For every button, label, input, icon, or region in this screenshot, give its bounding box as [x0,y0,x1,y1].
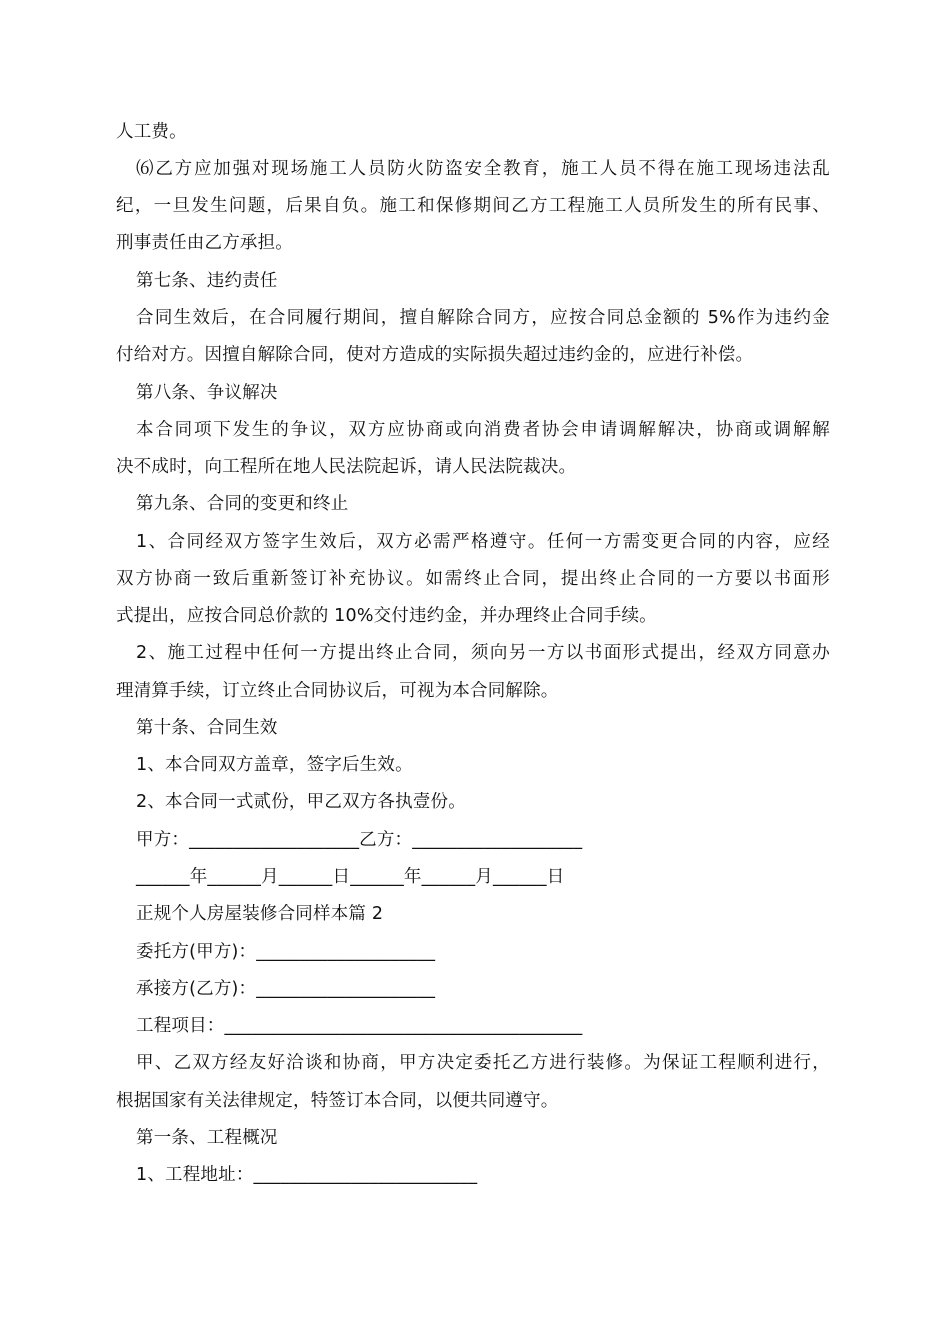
paragraph-line: 1、本合同双方盖章，签字后生效。 [136,755,413,775]
signature-line: 甲方：___________________乙方：___________________ [136,830,583,850]
section-heading: 第九条、合同的变更和终止 [136,494,349,514]
address-field-line: 1、工程地址：_________________________ [136,1165,478,1185]
paragraph-line: 式提出，应按合同总价款的 10%交付违约金，并办理终止合同手续。 [116,606,657,626]
paragraph-line: 付给对方。因擅自解除合同，使对方造成的实际损失超过违约金的，应进行补偿。 [116,345,754,365]
paragraph-line: 甲、乙双方经友好洽谈和协商，甲方决定委托乙方进行装修。为保证工程顺利进行， [136,1053,830,1073]
section-heading: 第一条、工程概况 [136,1128,278,1148]
paragraph-line: 人工费。 [116,122,187,142]
paragraph-line: ⑹乙方应加强对现场施工人员防火防盗安全教育，施工人员不得在施工现场违法乱 [136,159,830,179]
paragraph-line: 2、本合同一式贰份，甲乙双方各执壹份。 [136,792,466,812]
section-heading: 第七条、违约责任 [136,271,278,291]
section-heading: 第八条、争议解决 [136,383,278,403]
section-title: 正规个人房屋装修合同样本篇 2 [136,904,384,924]
paragraph-line: 决不成时，向工程所在地人民法院起诉，请人民法院裁决。 [116,457,577,477]
project-field-line: 工程项目：________________________________________ [136,1016,583,1036]
paragraph-line: 合同生效后，在合同履行期间，擅自解除合同方，应按合同总金额的 5%作为违约金 [136,308,830,328]
paragraph-line: 1、合同经双方签字生效后，双方必需严格遵守。任何一方需变更合同的内容，应经 [136,532,830,552]
client-field-line: 委托方(甲方)：____________________ [136,942,436,962]
paragraph-line: 2、施工过程中任何一方提出终止合同，须向另一方以书面形式提出，经双方同意办 [136,643,830,663]
paragraph-line: 本合同项下发生的争议，双方应协商或向消费者协会申请调解解决，协商或调解解 [136,420,830,440]
paragraph-line: 根据国家有关法律规定，特签订本合同，以便共同遵守。 [116,1091,559,1111]
contractor-field-line: 承接方(乙方)：____________________ [136,979,436,999]
paragraph-line: 双方协商一致后重新签订补充协议。如需终止合同，提出终止合同的一方要以书面形 [116,569,830,589]
date-line: ______年______月______日______年______月______日 [136,867,565,887]
section-heading: 第十条、合同生效 [136,718,278,738]
paragraph-line: 理清算手续，订立终止合同协议后，可视为本合同解除。 [116,681,559,701]
paragraph-line: 刑事责任由乙方承担。 [116,233,293,253]
paragraph-line: 纪，一旦发生问题，后果自负。施工和保修期间乙方工程施工人员所发生的所有民事、 [116,196,830,216]
